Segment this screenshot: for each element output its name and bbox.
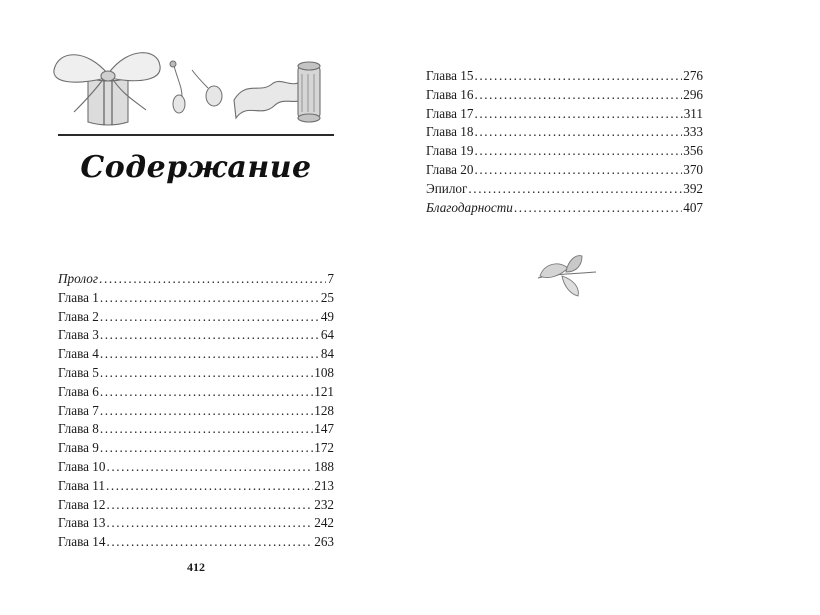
spoons-icon — [170, 61, 222, 113]
toc-entry — [58, 308, 334, 327]
toc-entry-label: Глава 11 — [58, 477, 105, 493]
toc-leader-dots — [106, 477, 313, 496]
toc-entry-label: Глава 12 — [58, 496, 106, 512]
toc-leader-dots — [106, 533, 313, 552]
toc-leader-dots — [106, 496, 313, 515]
toc-entry-label: Благодарности — [426, 199, 513, 215]
toc-entry-label: Глава 10 — [58, 458, 106, 474]
toc-entry-label: Глава 9 — [58, 440, 99, 456]
toc-entry-page: 7 — [327, 271, 334, 286]
toc-leader-dots — [100, 289, 320, 308]
toc-entry-page: 232 — [314, 496, 334, 512]
toc-leader-dots — [474, 67, 682, 86]
toc-entry-page: 296 — [683, 86, 703, 102]
toc-leader-dots — [474, 105, 682, 124]
toc-entry — [426, 86, 703, 105]
toc-leader-dots — [474, 123, 682, 142]
toc-entry-label: Глава 14 — [58, 534, 106, 550]
leaf-icon — [532, 252, 602, 298]
toc-entry — [58, 533, 334, 552]
toc-entry-page: 407 — [683, 199, 703, 215]
toc-entry-page: 188 — [314, 458, 334, 474]
page-title: Содержание — [80, 150, 312, 185]
toc-entry-label: Глава 4 — [58, 346, 99, 362]
toc-entry-label: Глава 1 — [58, 289, 99, 305]
toc-entry-label: Глава 8 — [58, 421, 99, 437]
toc-leader-dots — [474, 142, 682, 161]
toc-entry-page: 121 — [314, 383, 334, 399]
toc-entry-label: Глава 13 — [58, 515, 106, 531]
toc-entry-page: 147 — [314, 421, 334, 437]
toc-leader-dots — [99, 270, 326, 289]
toc-leader-dots — [100, 420, 313, 439]
toc-entry-page: 356 — [683, 143, 703, 159]
toc-entry — [58, 345, 334, 364]
toc-entry — [58, 420, 334, 439]
toc-entry — [58, 458, 334, 477]
toc-entry — [426, 161, 703, 180]
toc-entry — [58, 326, 334, 345]
toc-entry — [58, 496, 334, 515]
toc-entry-label: Глава 3 — [58, 327, 99, 343]
toc-entry — [426, 123, 703, 142]
toc-entry — [58, 289, 334, 308]
toc-entry — [58, 477, 334, 496]
toc-entry-label: Глава 5 — [58, 364, 99, 380]
toc-leader-dots — [100, 439, 313, 458]
toc-entry-page: 64 — [320, 327, 334, 343]
toc-entry — [426, 199, 703, 218]
toc-leader-dots — [100, 402, 313, 421]
toc-entry-label: Глава 15 — [426, 68, 474, 83]
page-number: 412 — [187, 560, 205, 574]
toc-entry — [58, 514, 334, 533]
toc-right-column — [426, 67, 703, 217]
toc-entry-page: 128 — [314, 402, 334, 418]
toc-entry-label: Глава 16 — [426, 86, 474, 102]
toc-entry — [426, 142, 703, 161]
toc-entry-label: Эпилог — [426, 180, 468, 196]
toc-entry-page: 172 — [314, 440, 334, 456]
toc-entry — [58, 439, 334, 458]
toc-leader-dots — [100, 326, 320, 345]
header-illustration — [46, 40, 326, 135]
toc-leader-dots — [106, 458, 313, 477]
toc-entry-page: 263 — [314, 534, 334, 550]
toc-entry — [58, 364, 334, 383]
toc-entry — [58, 402, 334, 421]
toc-leader-dots — [100, 345, 320, 364]
toc-leader-dots — [474, 86, 682, 105]
toc-entry-label: Глава 6 — [58, 383, 99, 399]
toc-entry — [58, 270, 334, 289]
toc-leader-dots — [106, 514, 313, 533]
toc-entry-page: 25 — [320, 289, 334, 305]
toc-entry-label: Глава 18 — [426, 124, 474, 140]
toc-entry — [426, 67, 703, 86]
toc-entry-page: 276 — [683, 68, 703, 83]
toc-entry-label: Глава 20 — [426, 161, 474, 177]
toc-entry-page: 49 — [320, 308, 334, 324]
toc-entry-page: 242 — [314, 515, 334, 531]
toc-left-column — [58, 270, 334, 552]
toc-entry-page: 84 — [320, 346, 334, 362]
toc-entry-page: 370 — [683, 161, 703, 177]
toc-leader-dots — [474, 161, 682, 180]
gift-box-icon — [54, 53, 160, 125]
toc-leader-dots — [100, 364, 313, 383]
toc-leader-dots — [100, 308, 320, 327]
header-divider — [58, 134, 334, 136]
toc-entry-page: 311 — [683, 105, 703, 121]
toc-leader-dots — [514, 199, 682, 218]
toc-entry — [426, 180, 703, 199]
toc-entry-label: Глава 17 — [426, 105, 474, 121]
toc-entry-label: Глава 7 — [58, 402, 99, 418]
toc-entry — [58, 383, 334, 402]
toc-entry — [426, 105, 703, 124]
toc-entry-label: Пролог — [58, 271, 99, 286]
ribbon-spool-icon — [234, 62, 320, 122]
toc-entry-label: Глава 19 — [426, 143, 474, 159]
toc-entry-page: 213 — [314, 477, 334, 493]
toc-entry-label: Глава 2 — [58, 308, 99, 324]
toc-entry-page: 108 — [314, 364, 334, 380]
toc-entry-page: 392 — [683, 180, 703, 196]
toc-entry-page: 333 — [683, 124, 703, 140]
toc-leader-dots — [468, 180, 682, 199]
toc-leader-dots — [100, 383, 313, 402]
